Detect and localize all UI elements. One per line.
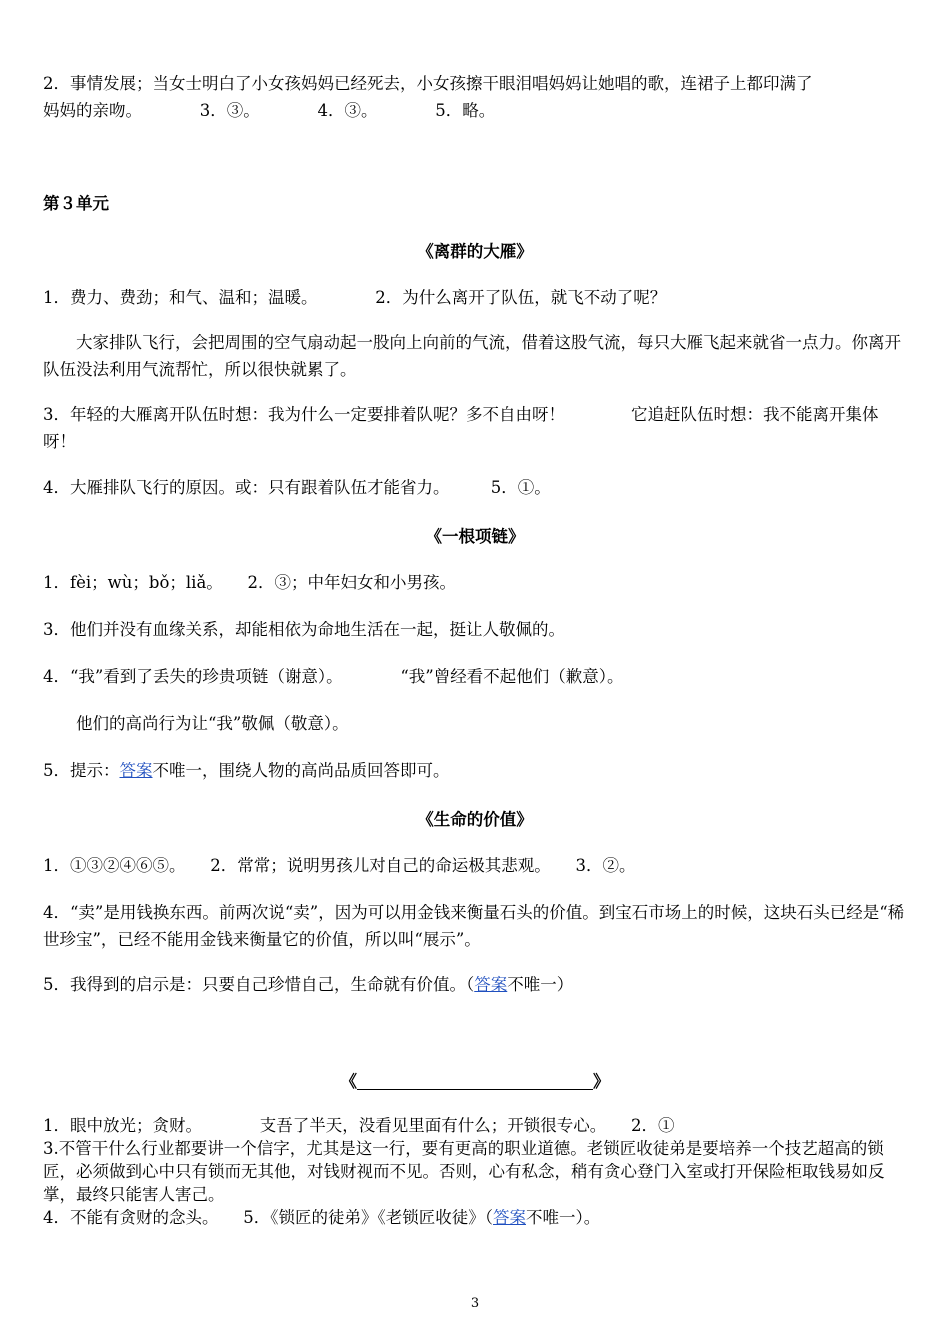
answer-4-detail: 他们的高尚行为让“我”敬佩（敬意）。 xyxy=(76,714,349,733)
text: 5．提示： xyxy=(43,761,120,780)
text: 《 xyxy=(340,1072,357,1091)
answer-4: 4．大雁排队飞行的原因。或：只有跟着队伍才能省力。 5．①。 xyxy=(43,478,551,497)
text: 不唯一）。 xyxy=(526,1208,601,1227)
answer-4: 4．“卖”是用钱换东西。前两次说“卖”，因为可以用金钱来衡量石头的价值。到宝石市场上的时候，这块石头已经是“稀世珍宝”，已经不能用金钱来衡量它的价值，所以叫“展示”。 xyxy=(43,903,905,949)
answer-5 xyxy=(43,971,908,998)
answer-3: 3．他们并没有血缘关系，却能相依为命地生活在一起，挺让人敬佩的。 xyxy=(43,620,565,639)
answer-1-detail: 大家排队飞行，会把周围的空气扇动起一股向上向前的气流，借着这股气流，每只大雁飞起来就省一点力。你离开队伍没法利用气流帮忙，所以很快就累了。 xyxy=(43,333,901,379)
text: 2．事情发展；当女士明白了小女孩妈妈已经死去，小女孩擦干眼泪唱妈妈让她唱的歌，连裙子上都印满了 xyxy=(43,74,813,93)
answer-3: 3.不管干什么行业都要讲一个信字，尤其是这一行，要有更高的职业道德。老锁匠收徒弟是要培养一个技艺超高的锁匠，必须做到心中只有锁而无其他，对钱财视而不见。否则，心有私念，稍有贪心登门入室或打开保险柜取钱易如反掌，最终只能害人害己。 xyxy=(43,1139,885,1204)
answer-1: 1．fèi；wù；bǒ；liǎ。 2．③；中年妇女和小男孩。 xyxy=(43,573,457,592)
section-title-blank xyxy=(0,1068,950,1092)
text: 不唯一） xyxy=(507,975,574,994)
section-title: 《一根项链》 xyxy=(425,527,525,546)
answer-link[interactable]: 答案 xyxy=(119,761,153,780)
text: 5．我得到的启示是：只要自己珍惜自己，生命就有价值。（ xyxy=(43,975,475,994)
answer-4: 4．“我”看到了丢失的珍贵项链（谢意）。 “我”曾经看不起他们（歉意）。 xyxy=(43,667,624,686)
text: 4．不能有贪财的念头。 5．《锁匠的徒弟》《老锁匠收徒》（ xyxy=(43,1208,493,1227)
fill-in-blank[interactable] xyxy=(357,1069,593,1090)
unit-heading: 第３单元 xyxy=(43,194,109,213)
section-title: 《生命的价值》 xyxy=(417,810,533,829)
answer-5 xyxy=(43,757,908,784)
text: 不唯一，围绕人物的高尚品质回答即可。 xyxy=(152,761,450,780)
text: 妈妈的亲吻。 3．③。 4．③。 5．略。 xyxy=(43,101,496,120)
answer-3: 3．年轻的大雁离开队伍时想：我为什么一定要排着队呢？多不自由呀！ 它追赶队伍时想：我不能离开集体呀！ xyxy=(43,405,879,451)
section-title: 《离群的大雁》 xyxy=(417,242,533,261)
text: 》 xyxy=(593,1072,610,1091)
answer-line xyxy=(43,70,908,124)
answer-link[interactable]: 答案 xyxy=(474,975,508,994)
answer-1: 1．眼中放光；贪财。 支吾了半天，没看见里面有什么；开锁很专心。 2．① xyxy=(43,1116,675,1135)
answer-4 xyxy=(43,1206,908,1229)
page-number: 3 xyxy=(470,1296,480,1311)
answer-1: 1．费力、费劲；和气、温和；温暖。 2．为什么离开了队伍，就飞不动了呢？ xyxy=(43,288,667,307)
answer-link[interactable]: 答案 xyxy=(493,1208,526,1227)
answer-1: 1．①③②④⑥⑤。 2．常常；说明男孩儿对自己的命运极其悲观。 3．②。 xyxy=(43,856,636,875)
